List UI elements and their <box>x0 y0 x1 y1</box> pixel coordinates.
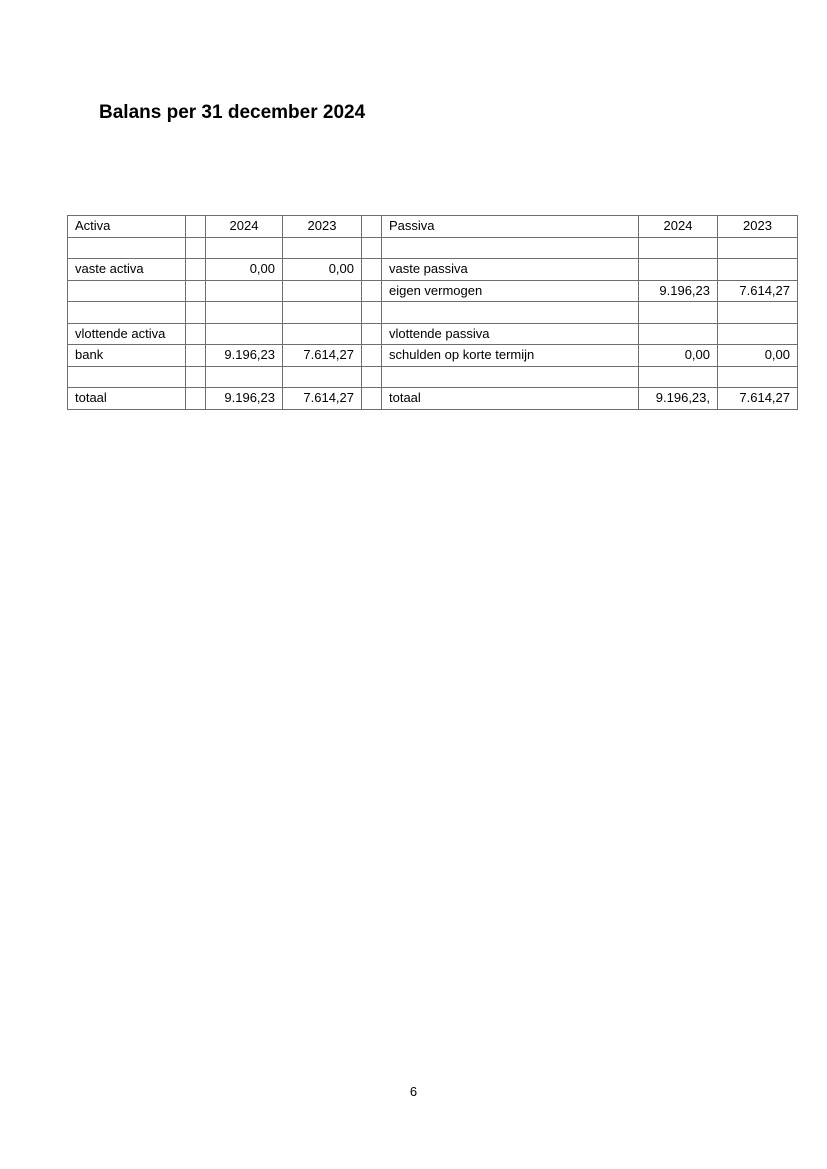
passiva-total-current: 9.196,23, <box>639 388 718 410</box>
passiva-label: vaste passiva <box>382 259 639 281</box>
passiva-year-current-header: 2024 <box>639 216 718 238</box>
spacer-cell <box>362 302 382 324</box>
activa-value-current <box>206 366 283 388</box>
passiva-label <box>382 302 639 324</box>
passiva-label: schulden op korte termijn <box>382 345 639 367</box>
spacer-cell <box>186 302 206 324</box>
passiva-total-previous: 7.614,27 <box>718 388 798 410</box>
activa-year-current-header: 2024 <box>206 216 283 238</box>
table-row <box>68 302 798 324</box>
passiva-label: vlottende passiva <box>382 323 639 345</box>
activa-value-current: 9.196,23 <box>206 345 283 367</box>
activa-year-previous-header: 2023 <box>283 216 362 238</box>
activa-value-previous <box>283 366 362 388</box>
passiva-value-current <box>639 237 718 259</box>
passiva-value-previous <box>718 366 798 388</box>
activa-label: vaste activa <box>68 259 186 281</box>
passiva-year-previous-header: 2023 <box>718 216 798 238</box>
passiva-total-label: totaal <box>382 388 639 410</box>
activa-value-previous: 0,00 <box>283 259 362 281</box>
passiva-value-current <box>639 366 718 388</box>
activa-value-current <box>206 323 283 345</box>
activa-value-previous <box>283 280 362 302</box>
passiva-value-current <box>639 323 718 345</box>
page-title: Balans per 31 december 2024 <box>99 102 366 123</box>
spacer-cell <box>362 388 382 410</box>
passiva-value-current <box>639 302 718 324</box>
spacer-cell <box>186 366 206 388</box>
spacer-cell <box>362 366 382 388</box>
table-row <box>68 323 798 345</box>
table-row <box>68 366 798 388</box>
activa-label <box>68 237 186 259</box>
table-row <box>68 259 798 281</box>
passiva-label <box>382 366 639 388</box>
passiva-value-current: 9.196,23 <box>639 280 718 302</box>
spacer-cell <box>186 323 206 345</box>
spacer-cell <box>186 345 206 367</box>
table-row <box>68 237 798 259</box>
spacer-cell <box>186 237 206 259</box>
spacer-cell <box>362 216 382 238</box>
passiva-value-previous <box>718 323 798 345</box>
spacer-cell <box>362 237 382 259</box>
passiva-value-previous: 7.614,27 <box>718 280 798 302</box>
passiva-value-previous <box>718 302 798 324</box>
passiva-label: eigen vermogen <box>382 280 639 302</box>
activa-value-previous <box>283 323 362 345</box>
passiva-value-previous <box>718 259 798 281</box>
balance-sheet-table <box>67 215 798 410</box>
passiva-label <box>382 237 639 259</box>
activa-header: Activa <box>68 216 186 238</box>
table-header-row <box>68 216 798 238</box>
table-total-row <box>68 388 798 410</box>
passiva-value-previous: 0,00 <box>718 345 798 367</box>
page-number: 6 <box>409 1084 418 1099</box>
activa-value-current <box>206 302 283 324</box>
spacer-cell <box>186 388 206 410</box>
activa-value-current: 0,00 <box>206 259 283 281</box>
table-row <box>68 280 798 302</box>
spacer-cell <box>362 259 382 281</box>
passiva-value-current: 0,00 <box>639 345 718 367</box>
spacer-cell <box>362 280 382 302</box>
spacer-cell <box>186 259 206 281</box>
activa-label <box>68 302 186 324</box>
activa-value-previous <box>283 302 362 324</box>
passiva-header: Passiva <box>382 216 639 238</box>
activa-label: vlottende activa <box>68 323 186 345</box>
activa-value-previous: 7.614,27 <box>283 345 362 367</box>
activa-total-previous: 7.614,27 <box>283 388 362 410</box>
spacer-cell <box>186 216 206 238</box>
passiva-value-previous <box>718 237 798 259</box>
activa-value-current <box>206 237 283 259</box>
activa-value-previous <box>283 237 362 259</box>
passiva-value-current <box>639 259 718 281</box>
activa-value-current <box>206 280 283 302</box>
activa-total-current: 9.196,23 <box>206 388 283 410</box>
activa-total-label: totaal <box>68 388 186 410</box>
activa-label <box>68 366 186 388</box>
activa-label <box>68 280 186 302</box>
spacer-cell <box>362 345 382 367</box>
spacer-cell <box>186 280 206 302</box>
activa-label: bank <box>68 345 186 367</box>
spacer-cell <box>362 323 382 345</box>
table-row <box>68 345 798 367</box>
